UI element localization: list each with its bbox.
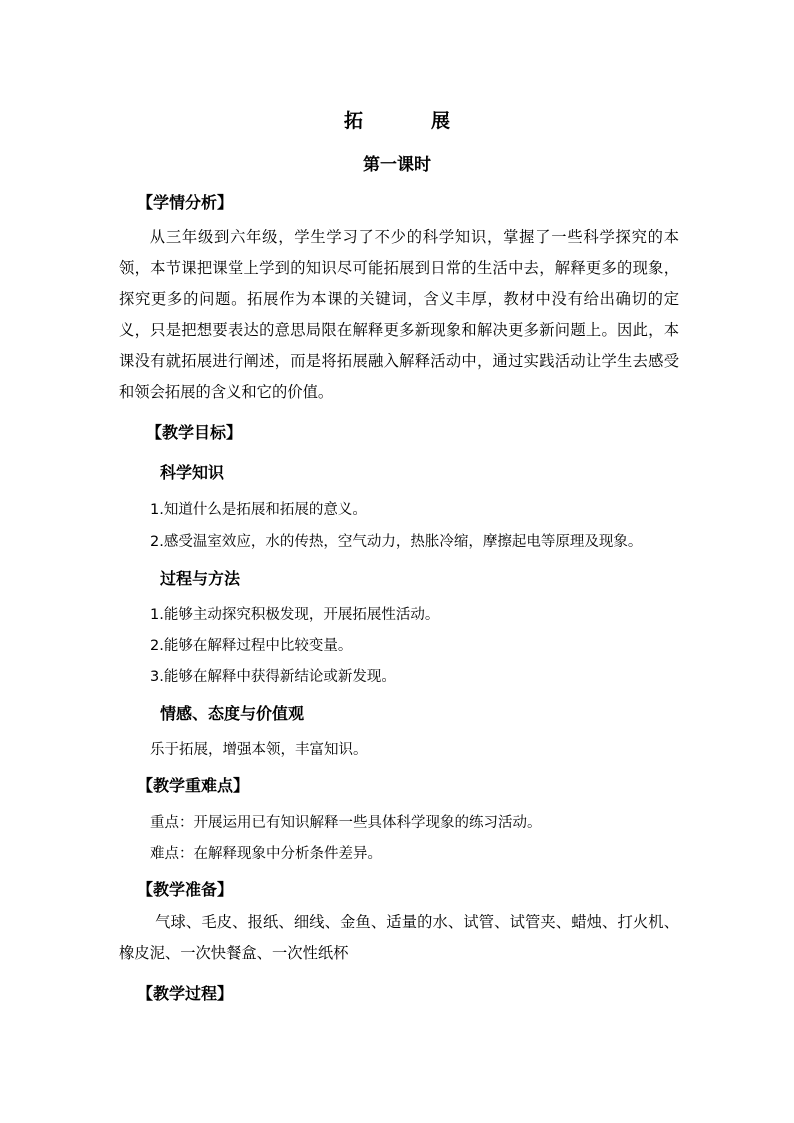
analysis-text: 从三年级到六年级，学生学习了不少的科学知识，掌握了一些科学探究的本领，本节课把课堂上学到的知识尽可能拓展到日常的生活中去，解释更多的现象，探究更多的问题。拓展作为本课的关键词，含义丰厚，教材中没有给出确切的定义，只是把想要表达的意思局限在解释更多新现象和解决更多新问题上。因此，本课没有就拓展进行阐述，而是将拓展融入解释活动中，通过实践活动让学生去感受和领会拓展的含义和它的价值。 bbox=[119, 228, 679, 401]
lesson-subtitle: 第一课时 bbox=[363, 155, 431, 175]
process-item-1: 1.能够主动探究积极发现，开展拓展性活动。 bbox=[150, 607, 440, 623]
preparation-paragraph bbox=[119, 907, 679, 969]
preparation-heading: 【教学准备】 bbox=[137, 880, 234, 899]
document-title bbox=[0, 106, 794, 133]
analysis-heading: 【学情分析】 bbox=[137, 193, 234, 212]
preparation-text: 气球、毛皮、报纸、细线、金鱼、适量的水、试管、试管夹、蜡烛、打火机、橡皮泥、一次快餐盒、一次性纸杯 bbox=[119, 913, 679, 962]
values-heading: 情感、态度与价值观 bbox=[160, 704, 305, 723]
objectives-heading: 【教学目标】 bbox=[146, 423, 243, 442]
keypoint-item-2: 难点：在解释现象中分析条件差异。 bbox=[150, 846, 382, 862]
title-char-right: 展 bbox=[431, 110, 451, 132]
keypoints-heading: 【教学重难点】 bbox=[137, 776, 250, 795]
title-char-left: 拓 bbox=[343, 110, 363, 132]
process-item-3: 3.能够在解释中获得新结论或新发现。 bbox=[150, 669, 396, 685]
process-heading: 【教学过程】 bbox=[137, 984, 234, 1003]
analysis-paragraph bbox=[119, 222, 679, 408]
knowledge-item-1: 1.知道什么是拓展和拓展的意义。 bbox=[150, 502, 367, 518]
values-item-1: 乐于拓展，增强本领，丰富知识。 bbox=[150, 742, 368, 758]
process-item-2: 2.能够在解释过程中比较变量。 bbox=[150, 638, 353, 654]
process-method-heading: 过程与方法 bbox=[160, 569, 241, 588]
keypoint-item-1: 重点：开展运用已有知识解释一些具体科学现象的练习活动。 bbox=[150, 815, 542, 831]
knowledge-heading: 科学知识 bbox=[160, 463, 225, 482]
knowledge-item-2: 2.感受温室效应，水的传热，空气动力，热胀冷缩，摩擦起电等原理及现象。 bbox=[150, 534, 643, 550]
